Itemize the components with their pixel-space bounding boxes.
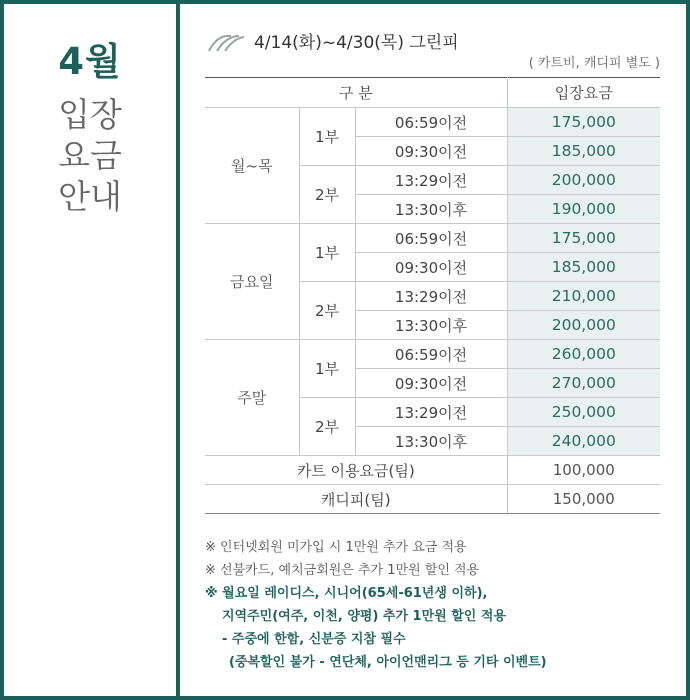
side-subtitle-line2: 요금 [58, 136, 122, 175]
note-highlight: 지역주민(여주, 이천, 양평) 추가 1만원 할인 적용 [222, 609, 507, 624]
price-cell: 210,000 [507, 282, 660, 311]
group-label: 월~목 [205, 108, 299, 224]
price-cell: 200,000 [507, 311, 660, 340]
column-header-price: 입장요금 [507, 78, 660, 108]
month-title: 4월 [58, 40, 122, 83]
note-item: ※ 인터넷회원 미가입 시 1만원 추가 요금 적용 [205, 540, 467, 555]
price-cell: 190,000 [507, 195, 660, 224]
time-cell: 09:30이전 [355, 137, 507, 166]
part-label: 2부 [299, 398, 355, 456]
caddie-fee-label: 캐디피(팀) [205, 485, 507, 514]
time-cell: 06:59이전 [355, 340, 507, 369]
price-cell: 260,000 [507, 340, 660, 369]
time-cell: 13:30이후 [355, 195, 507, 224]
part-label: 1부 [299, 340, 355, 398]
period-title: 4/14(화)~4/30(목) 그린피 [254, 33, 459, 53]
time-cell: 06:59이전 [355, 108, 507, 137]
time-cell: 13:30이후 [355, 427, 507, 456]
price-cell: 185,000 [507, 253, 660, 282]
cart-fee-label: 카트 이용요금(팀) [205, 456, 507, 485]
price-cell: 200,000 [507, 166, 660, 195]
group-label: 금요일 [205, 224, 299, 340]
price-table [205, 77, 660, 514]
caddie-fee-price: 150,000 [507, 485, 660, 514]
part-label: 1부 [299, 108, 355, 166]
note-item: ※ 선불카드, 예치금회원은 추가 1만원 할인 적용 [205, 563, 480, 578]
part-label: 2부 [299, 166, 355, 224]
table-header-row [205, 78, 660, 108]
price-cell: 175,000 [507, 224, 660, 253]
notes-section [205, 536, 675, 674]
extra-fee-row [205, 485, 660, 514]
table-row [205, 224, 660, 253]
price-cell: 270,000 [507, 369, 660, 398]
price-cell: 185,000 [507, 137, 660, 166]
time-cell: 09:30이전 [355, 253, 507, 282]
time-cell: 13:29이전 [355, 166, 507, 195]
extra-fee-row [205, 456, 660, 485]
cart-fee-price: 100,000 [507, 456, 660, 485]
side-panel [4, 40, 176, 217]
part-label: 1부 [299, 224, 355, 282]
note-highlight: ※ 월요일 레이디스, 시니어(65세-61년생 이하), [205, 586, 488, 601]
price-cell: 175,000 [507, 108, 660, 137]
brand-swoosh-icon [207, 34, 245, 52]
price-cell: 240,000 [507, 427, 660, 456]
note-highlight: (중복할인 불가 - 연단체, 아이언맨리그 등 기타 이벤트) [229, 655, 547, 670]
time-cell: 13:29이전 [355, 282, 507, 311]
side-subtitle-line3: 안내 [58, 177, 122, 216]
column-header-category: 구 분 [205, 78, 507, 108]
table-row [205, 108, 660, 137]
fee-exclusion-note: ( 카트비, 캐디피 별도 ) [528, 56, 660, 71]
part-label: 2부 [299, 282, 355, 340]
time-cell: 13:29이전 [355, 398, 507, 427]
price-cell: 250,000 [507, 398, 660, 427]
table-row [205, 340, 660, 369]
vertical-divider [176, 0, 180, 700]
time-cell: 13:30이후 [355, 311, 507, 340]
side-subtitle-line1: 입장 [58, 95, 122, 134]
time-cell: 09:30이전 [355, 369, 507, 398]
side-subtitle [4, 94, 176, 217]
note-highlight: - 주중에 한함, 신분증 지참 필수 [222, 632, 406, 647]
group-label: 주말 [205, 340, 299, 456]
time-cell: 06:59이전 [355, 224, 507, 253]
